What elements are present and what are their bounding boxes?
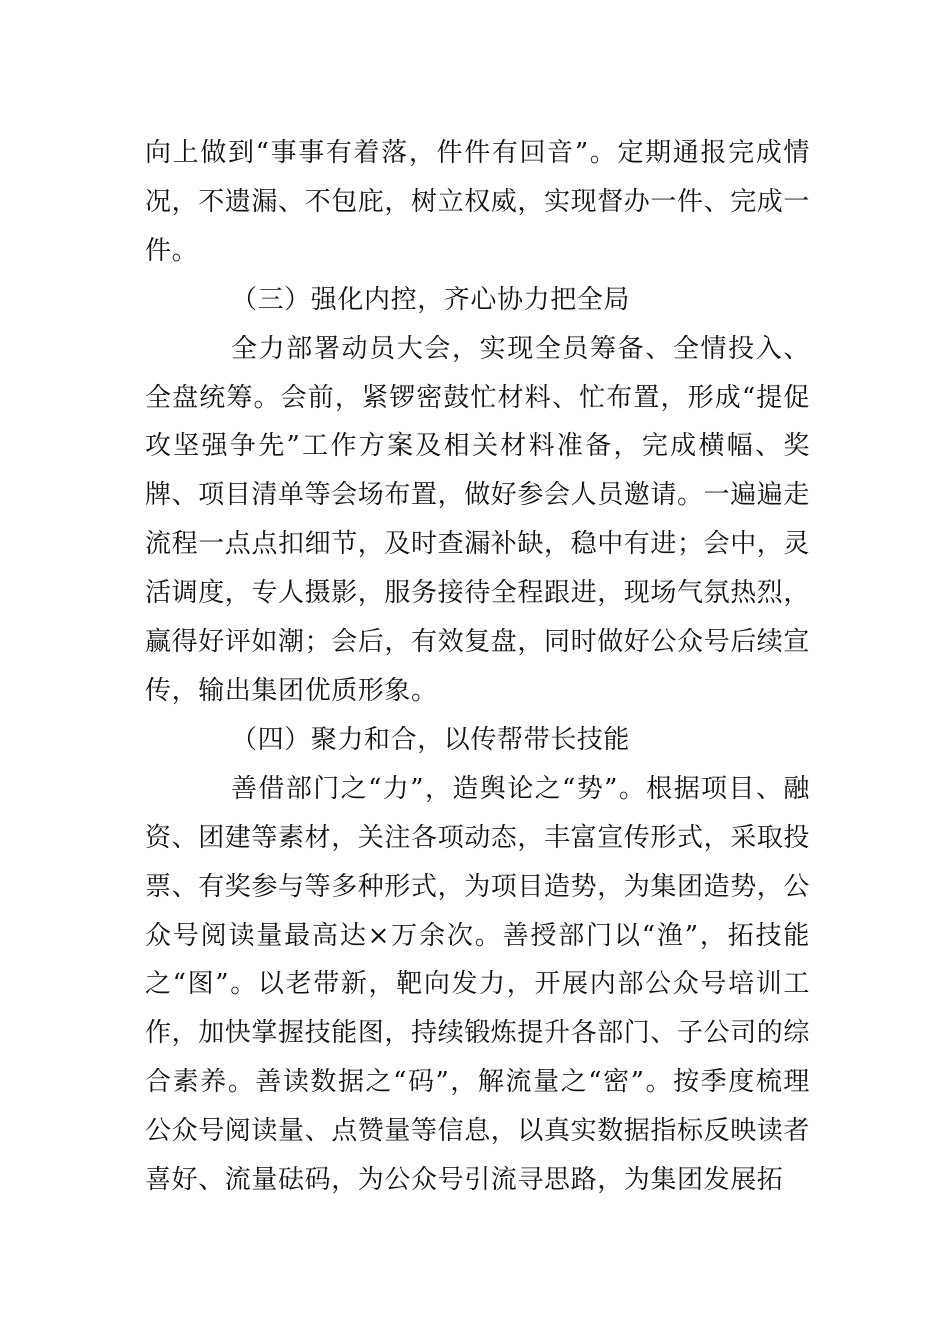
paragraph-skills-mentoring: 善借部门之“力”，造舆论之“势”。根据项目、融资、团建等素材，关注各项动态，丰富宣传形式，采取投票、有奖参与等多种形式，为项目造势，为集团造势，公众号阅读量最高达×万余次。善授部门以“渔”，拓技能之“图”。以老带新，靶向发力，开展内部公众号培训工作，加快掌握技能图，持续锻炼提升各部门、子公司的综合素养。善读数据之“码”，解流量之“密”。按季度梳理公众号阅读量、点赞量等信息，以真实数据指标反映读者喜好、流量砝码，为公众号引流寻思路，为集团发展拓 bbox=[145, 773, 811, 1196]
section-heading-4: （四）聚力和合，以传帮带长技能 bbox=[231, 724, 631, 755]
document-body bbox=[145, 129, 810, 1205]
section-heading-3: （三）强化内控，齐心协力把全局 bbox=[231, 284, 631, 315]
paragraph-continuation: 向上做到“事事有着落，件件有回音”。定期通报完成情况，不遗漏、不包庇，树立权威，实现督办一件、完成一件。 bbox=[145, 138, 811, 266]
paragraph-mobilization-meeting: 全力部署动员大会，实现全员筹备、全情投入、全盘统筹。会前，紧锣密鼓忙材料、忙布置，形成“提促攻坚强争先”工作方案及相关材料准备，完成横幅、奖牌、项目清单等会场布置，做好参会人员邀请。一遍遍走流程一点点扣细节，及时查漏补缺，稳中有进；会中，灵活调度，专人摄影，服务接待全程跟进，现场气氛热烈，赢得好评如潮；会后，有效复盘，同时做好公众号后续宣传，输出集团优质形象。 bbox=[145, 333, 811, 706]
